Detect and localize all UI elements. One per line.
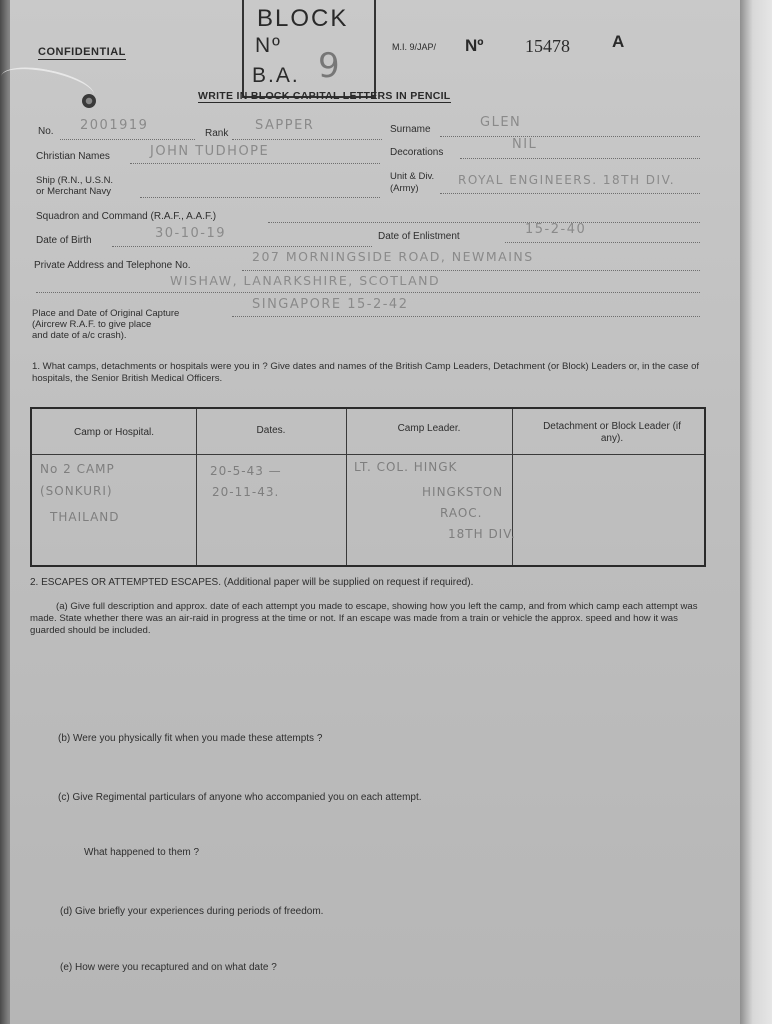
decorations-line [460,158,700,159]
instruction-text: WRITE IN BLOCK CAPITAL LETTERS IN PENCIL [198,90,451,102]
table-header-divider [32,454,704,455]
christian-names-label: Christian Names [36,151,110,162]
section1-question: 1. What camps, detachments or hospitals were you in ? Give dates and names of the British Camp Leaders, Detachment (or Block) Leaders or, in the case of hospitals, the Senior British Medical Officers. [32,361,700,384]
surname-value: GLEN [480,115,522,130]
unit-label-line2: (Army) [390,183,419,194]
header-detachment-leader: Detachment or Block Leader (if any). [543,421,681,444]
section2-question-c: (c) Give Regimental particulars of anyone who accompanied you on each attempt. [58,792,422,803]
capture-value: SINGAPORE 15-2-42 [252,297,409,312]
section2-question-c2: What happened to them ? [84,847,200,858]
christian-names-value: JOHN TUDHOPE [150,144,270,159]
section2-heading: 2. ESCAPES OR ATTEMPTED ESCAPES. (Additional paper will be supplied on request if required). [30,577,474,588]
block-ba-label: B.A. [252,64,300,87]
no-value: 2001919 [80,118,149,133]
unit-label-line1: Unit & Div. [390,171,435,182]
squadron-line [268,222,700,223]
ref-code: M.I. 9/JAP/ [392,42,437,52]
dates-cell-line2: 20-11-43. [212,485,280,499]
rank-label: Rank [205,128,229,139]
address-value-line2: WISHAW, LANARKSHIRE, SCOTLAND [170,273,441,288]
no-line [60,139,195,140]
decorations-label: Decorations [390,147,444,158]
capture-label-line2: (Aircrew R.A.F. to give place [32,319,152,330]
ship-line [140,197,380,198]
leader-cell-line4: 18TH DIV. [448,527,516,541]
address-line-2 [36,292,700,293]
capture-label-line3: and date of a/c crash). [32,330,127,341]
surname-label: Surname [390,124,431,135]
decorations-value: NIL [512,137,538,152]
block-no-label: Nº [255,34,282,57]
dob-value: 30-10-19 [155,226,227,241]
enlistment-line [505,242,700,243]
rank-line [232,139,382,140]
section2-question-e: (e) How were you recaptured and on what date ? [60,962,277,973]
ref-number: 15478 [525,36,570,56]
dob-label: Date of Birth [36,235,92,246]
section2-question-d: (d) Give briefly your experiences during periods of freedom. [60,906,324,917]
ship-label-line2: or Merchant Navy [36,186,111,197]
table-col-divider-3 [512,409,513,565]
dates-cell-line1: 20-5-43 — [210,464,282,478]
block-title: BLOCK [257,5,349,32]
squadron-label: Squadron and Command (R.A.F., A.A.F.) [36,211,217,222]
section2-question-a: (a) Give full description and approx. date of each attempt you made to escape, showing how you left the camp, and from which camp each attempt was made. State whether there was an air-raid in progress at the time or not. If an escape was made from a train or vehicle the approx. speed and how it was guarded should be included. [30,601,698,636]
address-line-1 [242,270,700,271]
leader-cell-line3: RAOC. [440,506,483,520]
grommet-hole [82,94,96,108]
camps-table [30,407,706,567]
rank-value: SAPPER [255,118,315,133]
enlistment-value: 15-2-40 [525,222,587,237]
camp-cell-line1: No 2 CAMP [40,462,115,476]
header-camp-leader: Camp Leader. [397,423,461,434]
unit-value: ROYAL ENGINEERS. 18TH DIV. [458,173,676,187]
dob-line [112,246,372,247]
page-stack-edge [740,0,772,1024]
camp-cell-line3: THAILAND [50,510,120,524]
header-camp-or-hospital: Camp or Hospital. [73,427,155,438]
ref-no-symbol: Nº [465,36,484,55]
capture-label-line1: Place and Date of Original Capture [32,308,180,319]
address-value-line1: 207 MORNINGSIDE ROAD, NEWMAINS [252,249,534,264]
ship-label-line1: Ship (R.N., U.S.N. [36,175,114,186]
leader-cell-line2: HINGKSTON [422,485,504,499]
ref-suffix: A [612,32,625,51]
surname-line [440,136,700,137]
capture-line [232,316,700,317]
leader-cell-line1: LT. COL. HINGK [354,460,458,474]
address-label: Private Address and Telephone No. [34,260,191,271]
unit-line [440,193,700,194]
block-ba-value: 9 [318,46,342,86]
camp-cell-line2: (SONKURI) [40,484,113,498]
section2-question-b: (b) Were you physically fit when you made these attempts ? [58,733,323,744]
header-dates: Dates. [256,425,286,436]
confidential-label: CONFIDENTIAL [38,46,126,58]
no-label: No. [38,126,54,137]
christian-names-line [130,163,380,164]
enlistment-label: Date of Enlistment [378,231,460,242]
